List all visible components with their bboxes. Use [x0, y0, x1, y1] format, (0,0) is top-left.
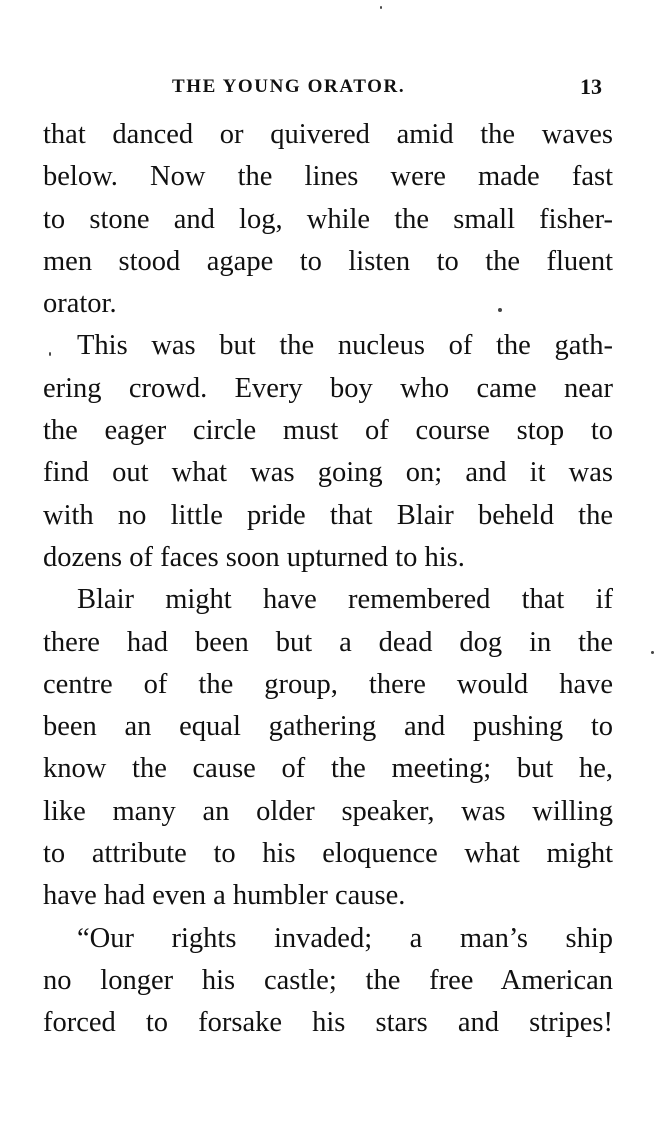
body-text — [43, 114, 613, 1045]
text-line: know the cause of the meeting; but he, — [43, 753, 613, 785]
running-title: THE YOUNG ORATOR. — [172, 76, 406, 97]
text-line: “Our rights invaded; a man’s ship — [77, 922, 613, 954]
print-speck — [380, 6, 382, 9]
text-line: have had even a humbler cause. — [43, 880, 406, 912]
text-line: to attribute to his eloquence what might — [43, 838, 613, 870]
text-line: centre of the group, there would have — [43, 668, 613, 700]
text-line: like many an older speaker, was willing — [43, 795, 613, 827]
text-line: men stood agape to listen to the fluent — [43, 245, 613, 277]
print-speck — [498, 308, 502, 312]
page-number: 13 — [580, 74, 602, 99]
text-line: below. Now the lines were made fast — [43, 161, 613, 193]
paragraph — [43, 114, 613, 325]
text-line: that danced or quivered amid the waves — [43, 119, 613, 150]
text-line: dozens of faces soon upturned to his. — [43, 541, 465, 573]
text-line: This was but the nucleus of the gath- — [77, 330, 613, 362]
text-line: there had been but a dead dog in the — [43, 626, 613, 658]
text-line: find out what was going on; and it was — [43, 457, 613, 489]
text-line: no longer his castle; the free American — [43, 964, 613, 996]
text-line: to stone and log, while the small fisher- — [43, 203, 613, 235]
text-line: ering crowd. Every boy who came near — [43, 372, 613, 404]
running-head — [0, 72, 671, 102]
text-line: with no little pride that Blair beheld the — [43, 499, 613, 531]
text-line: the eager circle must of course stop to — [43, 415, 613, 447]
text-line: forced to forsake his stars and stripes! — [43, 1007, 613, 1039]
text-line: Blair might have remembered that if — [77, 584, 613, 616]
print-speck — [49, 352, 51, 356]
paragraph — [43, 325, 613, 579]
text-line: been an equal gathering and pushing to — [43, 711, 613, 743]
paragraph — [43, 918, 613, 1045]
text-line: orator. — [43, 288, 117, 320]
paragraph — [43, 579, 613, 917]
print-speck — [651, 651, 654, 654]
